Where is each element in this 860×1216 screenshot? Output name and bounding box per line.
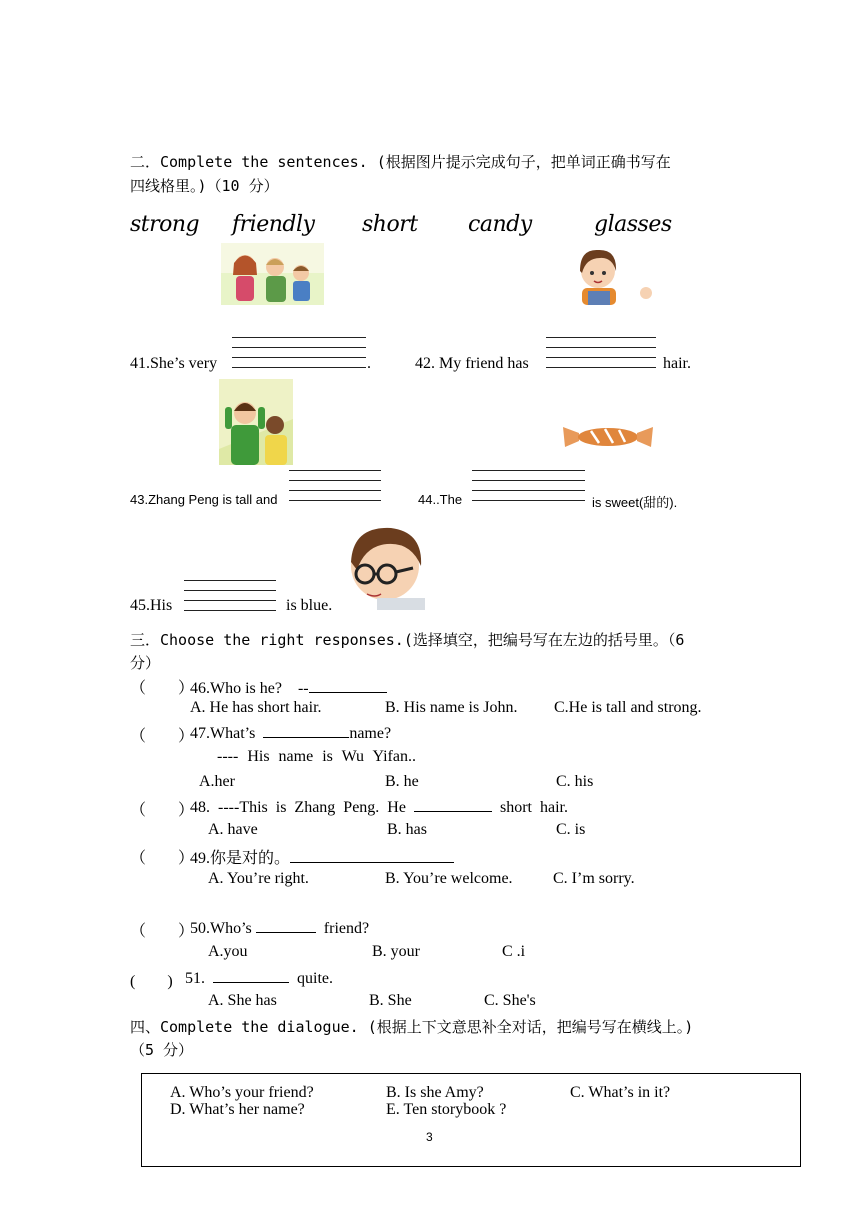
section4-title-line1: 四、Complete the dialogue. (根据上下文意思补全对话，把编号写在横线上。) [130, 1018, 694, 1036]
section3-title-line2: 分） [130, 654, 161, 672]
q49-option-c: C. I’m sorry. [553, 870, 635, 887]
q41-period: . [367, 355, 371, 372]
page-number: 3 [426, 1130, 433, 1144]
dialogue-option-d: D. What’s her name? [170, 1101, 305, 1118]
q48-stem: 48. ----This is Zhang Peng. He short hair. [190, 799, 568, 816]
short-hair-child-picture [560, 243, 656, 305]
q50-stem: 50.Who’s friend? [190, 920, 370, 937]
word-glasses: glasses [594, 212, 672, 237]
q46-stem: 46.Who is he? -- [190, 675, 387, 698]
q47-bracket[interactable]: （ ） [130, 728, 195, 745]
q51-option-c: C. She's [484, 992, 536, 1009]
q45-text: 45.His [130, 597, 173, 614]
dialogue-option-a: A. Who’s your friend? [170, 1084, 314, 1101]
q42-text: 42. My friend has [415, 355, 529, 372]
section3-title-line1: 三．Choose the right responses.(选择填空，把编号写在左边的括号里。（6 [130, 631, 685, 649]
q45-suffix: is blue. [286, 597, 333, 614]
q51-option-b: B. She [369, 992, 412, 1009]
q43-four-lines[interactable] [289, 470, 381, 501]
q44-text: 44..The [418, 492, 463, 507]
q50-bracket[interactable]: （ ） [130, 923, 195, 940]
q49-option-b: B. You’re welcome. [385, 870, 513, 887]
word-strong: strong [130, 212, 200, 237]
q48-option-c: C. is [556, 821, 586, 838]
friendly-kids-picture [221, 243, 324, 305]
two-boys-picture [219, 379, 293, 465]
q46-bracket[interactable]: （ ） [130, 680, 195, 697]
dialogue-option-c: C. What’s in it? [570, 1084, 671, 1101]
q50-option-b: B. your [372, 943, 420, 960]
q47-option-a: A.her [199, 773, 235, 790]
q42-suffix: hair. [663, 355, 691, 372]
q46-option-c: C.He is tall and strong. [554, 699, 702, 716]
word-candy: candy [468, 212, 532, 237]
q50-option-a: A.you [208, 943, 248, 960]
q41-text: 41.She’s very [130, 355, 218, 372]
dialogue-option-e: E. Ten storybook ? [386, 1101, 507, 1118]
q47-option-c: C. his [556, 773, 594, 790]
word-friendly: friendly [232, 212, 315, 237]
q51-bracket[interactable]: ( ) [130, 973, 173, 990]
q49-option-a: A. You’re right. [208, 870, 309, 887]
q51-option-a: A. She has [208, 992, 277, 1009]
section4-title-line2: （5 分） [130, 1041, 194, 1059]
candy-picture [563, 423, 653, 449]
q49-bracket[interactable]: （ ） [130, 850, 195, 867]
q45-four-lines[interactable] [184, 580, 276, 611]
q47-answer-line: ---- His name is Wu Yifan.. [217, 748, 416, 765]
dialogue-option-b: B. Is she Amy? [386, 1084, 484, 1101]
q41-four-lines[interactable] [232, 337, 366, 368]
q49-stem: 49.你是对的。 [190, 845, 454, 868]
q46-option-a: A. He has short hair. [190, 699, 322, 716]
q47-option-b: B. he [385, 773, 419, 790]
q44-four-lines[interactable] [472, 470, 585, 501]
section2-title-line2: 四线格里。)（10 分） [130, 177, 279, 195]
section2-title-line1: 二．Complete the sentences. (根据图片提示完成句子，把单词正确书写在 [130, 153, 671, 171]
q42-four-lines[interactable] [546, 337, 656, 368]
q51-stem: 51. quite. [185, 970, 333, 987]
q44-suffix: is sweet(甜的). [592, 495, 678, 510]
boy-with-glasses-picture [337, 522, 427, 610]
word-short: short [362, 212, 418, 237]
q46-option-b: B. His name is John. [385, 699, 518, 716]
q50-option-c: C .i [502, 943, 526, 960]
q43-text: 43.Zhang Peng is tall and [130, 492, 278, 507]
q47-stem: 47.What’s name? [190, 725, 392, 742]
q48-option-b: B. has [387, 821, 427, 838]
q48-option-a: A. have [208, 821, 258, 838]
q48-bracket[interactable]: （ ） [130, 802, 195, 819]
